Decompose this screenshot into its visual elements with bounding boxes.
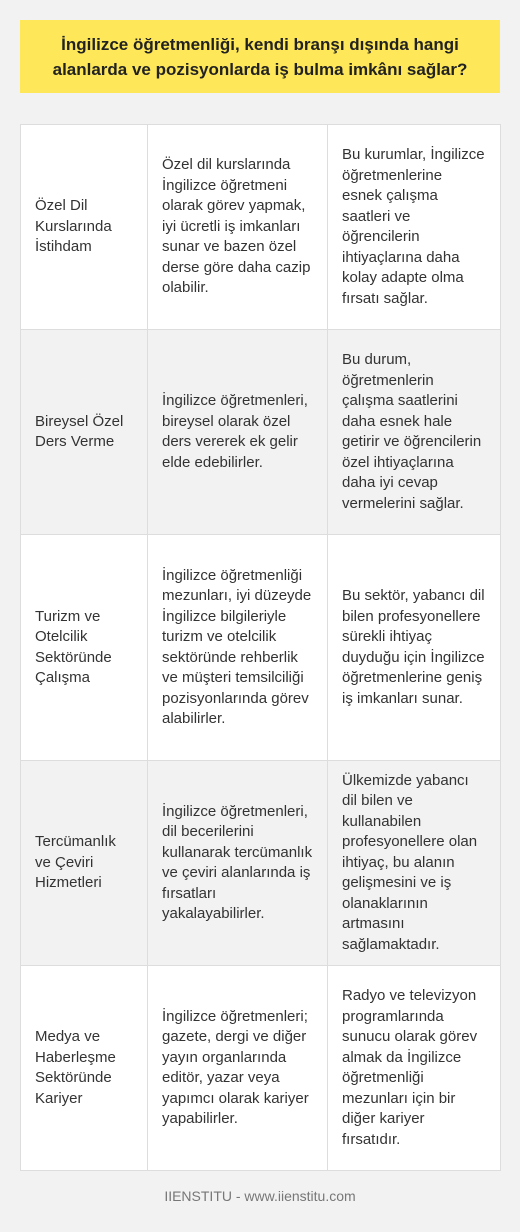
table-row bbox=[21, 535, 501, 761]
note-cell: Bu sektör, yabancı dil bilen profesyonellere sürekli ihtiyaç duyduğu için İngilizce öğretmenlerine geniş iş imkanları sunar. bbox=[328, 535, 501, 761]
table-row bbox=[21, 761, 501, 966]
footer-credit: IIENSTITU - www.iienstitu.com bbox=[164, 1188, 356, 1204]
table-row bbox=[21, 966, 501, 1171]
career-table bbox=[20, 124, 501, 1171]
table-row bbox=[21, 330, 501, 535]
description-cell: İngilizce öğretmenleri; gazete, dergi ve diğer yayın organlarında editör, yazar veya yapımcı olarak kariyer yapabilirler. bbox=[148, 966, 328, 1171]
area-cell: Turizm ve Otelcilik Sektöründe Çalışma bbox=[21, 535, 148, 761]
note-cell: Bu durum, öğretmenlerin çalışma saatlerini daha esnek hale getirir ve öğrencilerin özel ihtiyaçlarına daha iyi cevap vermelerini sağlar. bbox=[328, 330, 501, 535]
title-banner bbox=[20, 20, 500, 93]
area-cell: Bireysel Özel Ders Verme bbox=[21, 330, 148, 535]
area-cell: Özel Dil Kurslarında İstihdam bbox=[21, 125, 148, 330]
description-cell: İngilizce öğretmenleri, bireysel olarak özel ders vererek ek gelir elde edebilirler. bbox=[148, 330, 328, 535]
description-cell: İngilizce öğretmenliği mezunları, iyi düzeyde İngilizce bilgileriyle turizm ve otelcilik sektöründe rehberlik ve müşteri temsilciliği pozisyonlarında görev alabilirler. bbox=[148, 535, 328, 761]
page-title: İngilizce öğretmenliği, kendi branşı dışında hangi alanlarda ve pozisyonlarda iş bulma imkânı sağlar? bbox=[52, 34, 468, 79]
area-cell: Tercümanlık ve Çeviri Hizmetleri bbox=[21, 761, 148, 966]
note-cell: Bu kurumlar, İngilizce öğretmenlerine esnek çalışma saatleri ve öğrencilerin ihtiyaçlarına daha kolay adapte olma fırsatı sağlar. bbox=[328, 125, 501, 330]
area-cell: Medya ve Haberleşme Sektöründe Kariyer bbox=[21, 966, 148, 1171]
note-cell: Ülkemizde yabancı dil bilen ve kullanabilen profesyonellere olan ihtiyaç, bu alanın gelişmesini ve iş olanaklarının artmasını sağlamaktadır. bbox=[328, 761, 501, 966]
description-cell: İngilizce öğretmenleri, dil becerilerini kullanarak tercümanlık ve çeviri alanlarında iş fırsatları yakalayabilirler. bbox=[148, 761, 328, 966]
table-row bbox=[21, 125, 501, 330]
note-cell: Radyo ve televizyon programlarında sunucu olarak görev almak da İngilizce öğretmenliği mezunları için bir diğer kariyer fırsatıdır. bbox=[328, 966, 501, 1171]
description-cell: Özel dil kurslarında İngilizce öğretmeni olarak görev yapmak, iyi ücretli iş imkanları sunar ve bazen özel derse göre daha cazip olabilir. bbox=[148, 125, 328, 330]
